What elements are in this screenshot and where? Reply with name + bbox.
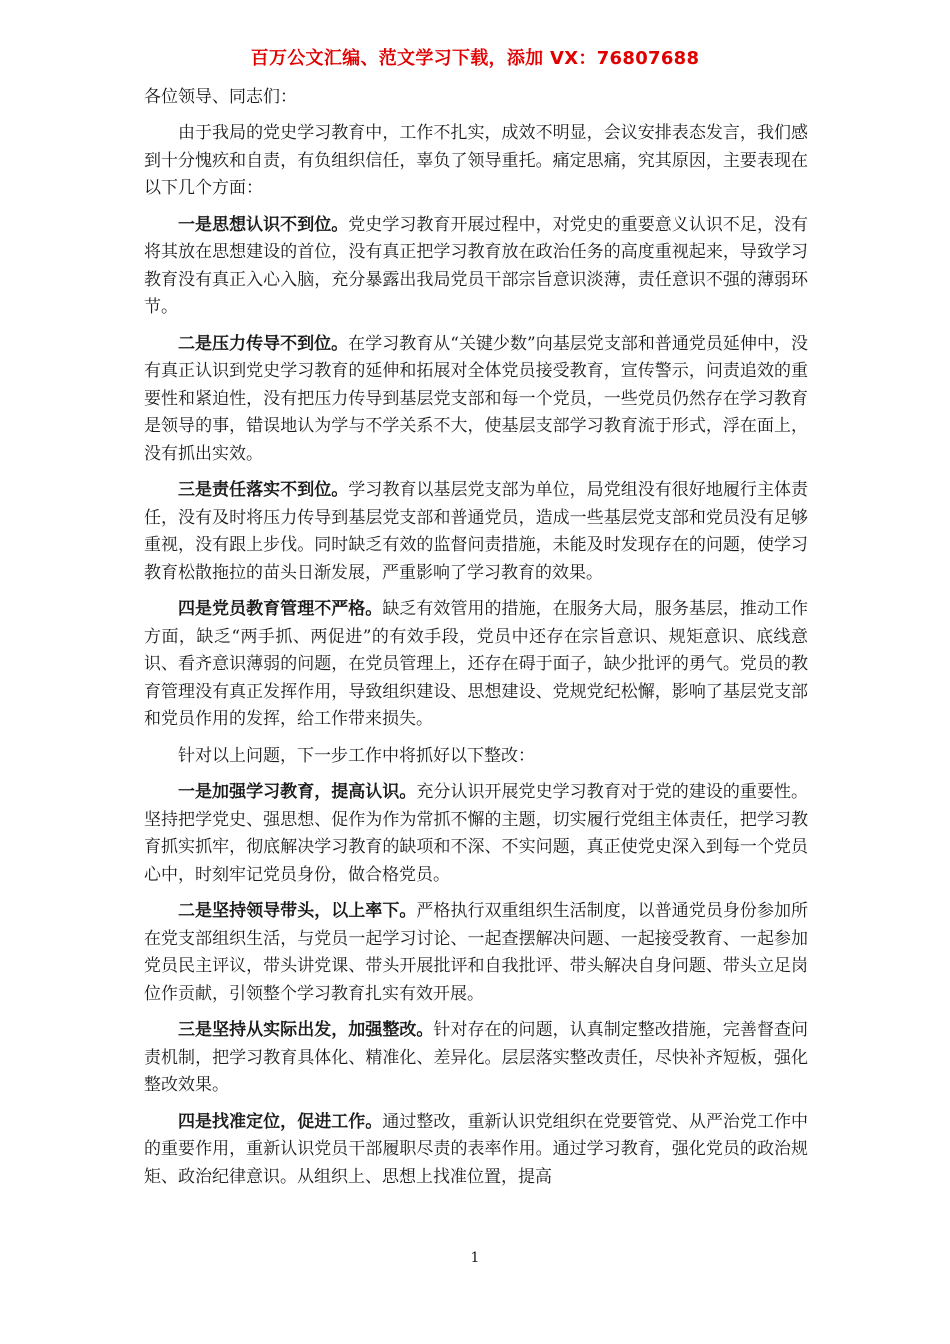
measure-text: 充分认识开展党史学习教育对于党的建设的重要性。坚持把学党史、强思想、促作为作为常抓不懈的主题，切实履行党组主体责任，把学习教育抓实抓牢，彻底解决学习教育的缺项和不深、不实问题，真正使党史深入到每一个党员心中，时刻牢记党员身份，做合格党员。: [144, 782, 809, 885]
problem-text: 学习教育以基层党支部为单位，局党组没有很好地履行主体责任，没有及时将压力传导到基层党支部和普通党员，造成一些基层党支部和党员没有足够重视，没有跟上步伐。同时缺乏有效的监督问责措施，未能及时发现存在的问题，使学习教育松散拖拉的苗头日渐发展，严重影响了学习教育的效果。: [144, 480, 809, 583]
download-banner: 百万公文汇编、范文学习下载，添加 VX：76807688: [250, 48, 700, 69]
problem-paragraph-3: [144, 477, 808, 587]
salutation: 各位领导、同志们：: [144, 87, 297, 107]
problem-paragraph-1: [144, 212, 808, 322]
measure-heading: 一是加强学习教育，提高认识。: [178, 782, 417, 802]
problem-heading: 三是责任落实不到位。: [178, 480, 349, 500]
measure-paragraph-4: [144, 1109, 808, 1192]
measure-paragraph-3: [144, 1017, 808, 1100]
document-body: [144, 84, 808, 1200]
measure-heading: 三是坚持从实际出发，加强整改。: [178, 1020, 434, 1040]
measure-text: 针对存在的问题，认真制定整改措施，完善督查问责机制，把学习教育具体化、精准化、差异化。层层落实整改责任，尽快补齐短板，强化整改效果。: [144, 1020, 809, 1095]
page-number: 1: [470, 1250, 480, 1266]
intro-paragraph: 由于我局的党史学习教育中，工作不扎实，成效不明显，会议安排表态发言，我们感到十分愧疚和自责，有负组织信任，辜负了领导重托。痛定思痛，究其原因，主要表现在以下几个方面：: [144, 123, 808, 198]
measure-text: 通过整改，重新认识党组织在党要管党、从严治党工作中的重要作用，重新认识党员干部履职尽责的表率作用。通过学习教育，强化党员的政治规矩、政治纪律意识。从组织上、思想上找准位置，提高: [144, 1111, 809, 1187]
measure-paragraph-2: [144, 898, 808, 1008]
problem-text: 缺乏有效管用的措施，在服务大局，服务基层，推动工作方面，缺乏“两手抓、两促进”的有效手段，党员中还存在宗旨意识、规矩意识、底线意识、看齐意识薄弱的问题，在党员管理上，还存在碍于面子，缺少批评的勇气。党员的教育管理没有真正发挥作用，导致组织建设、思想建设、党规党纪松懈，影响了基层党支部和党员作用的发挥，给工作带来损失。: [144, 599, 809, 729]
measure-heading: 四是找准定位，促进工作。: [178, 1111, 383, 1132]
problem-text: 党史学习教育开展过程中，对党史的重要意义认识不足，没有将其放在思想建设的首位，没有真正把学习教育放在政治任务的高度重视起来，导致学习教育没有真正入心入脑，充分暴露出我局党员干部宗旨意识淡薄，责任意识不强的薄弱环节。: [144, 214, 809, 317]
problem-heading: 二是压力传导不到位。: [178, 333, 349, 354]
problem-paragraph-4: [144, 596, 808, 734]
problem-text: 在学习教育从“关键少数”向基层党支部和普通党员延伸中，没有真正认识到党史学习教育的延伸和拓展对全体党员接受教育，宣传警示，问责追效的重要性和紧迫性，没有把压力传导到基层党支部和每一个党员，一些党员仍然存在学习教育是领导的事，错误地认为学与不学关系不大，使基层支部学习教育流于形式，浮在面上，没有抓出实效。: [144, 333, 808, 464]
measure-heading: 二是坚持领导带头，以上率下。: [178, 901, 417, 921]
transition-paragraph: 针对以上问题，下一步工作中将抓好以下整改：: [178, 745, 535, 766]
measure-text: 严格执行双重组织生活制度，以普通党员身份参加所在党支部组织生活，与党员一起学习讨论、一起查摆解决问题、一起接受教育、一起参加党员民主评议，带头讲党课、带头开展批评和自我批评、带头解决自身问题、带头立足岗位作贡献，引领整个学习教育扎实有效开展。: [144, 901, 809, 1004]
problem-paragraph-2: [144, 331, 808, 469]
problem-heading: 一是思想认识不到位。: [178, 214, 349, 235]
problem-heading: 四是党员教育管理不严格。: [178, 599, 383, 619]
measure-paragraph-1: [144, 779, 808, 889]
